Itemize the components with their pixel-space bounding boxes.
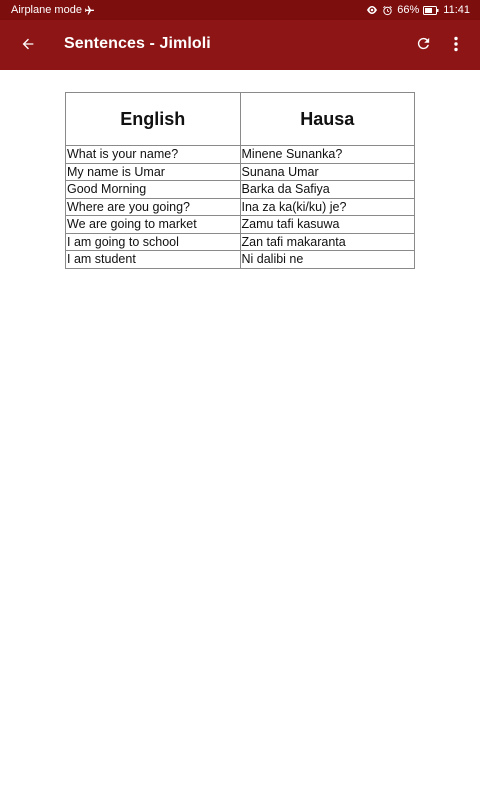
eye-icon bbox=[366, 5, 378, 15]
status-left bbox=[11, 4, 95, 16]
hausa-cell: Sunana Umar bbox=[240, 163, 415, 181]
column-header-hausa: Hausa bbox=[240, 93, 415, 146]
battery-icon bbox=[423, 6, 439, 15]
more-options-button[interactable] bbox=[442, 32, 470, 60]
english-cell: My name is Umar bbox=[66, 163, 241, 181]
page-title: Sentences - Jimloli bbox=[64, 35, 211, 52]
table-row bbox=[66, 198, 415, 216]
hausa-cell: Zamu tafi kasuwa bbox=[240, 216, 415, 234]
status-right bbox=[366, 4, 470, 16]
english-cell: I am student bbox=[66, 251, 241, 269]
hausa-cell: Ina za ka(ki/ku) je? bbox=[240, 198, 415, 216]
hausa-cell: Minene Sunanka? bbox=[240, 146, 415, 164]
english-cell: I am going to school bbox=[66, 233, 241, 251]
battery-percent: 66% bbox=[397, 4, 420, 16]
table-header-row bbox=[66, 93, 415, 146]
clock-time: 11:41 bbox=[443, 4, 470, 16]
column-header-english: English bbox=[66, 93, 241, 146]
table-row bbox=[66, 146, 415, 164]
alarm-icon bbox=[382, 5, 393, 16]
refresh-button[interactable] bbox=[409, 32, 437, 60]
table-row bbox=[66, 233, 415, 251]
english-cell: We are going to market bbox=[66, 216, 241, 234]
sentences-table bbox=[65, 92, 415, 269]
airplane-mode-label: Airplane mode bbox=[11, 4, 82, 16]
table-row bbox=[66, 251, 415, 269]
table-row bbox=[66, 163, 415, 181]
hausa-cell: Zan tafi makaranta bbox=[240, 233, 415, 251]
refresh-icon bbox=[415, 35, 432, 57]
english-cell: Good Morning bbox=[66, 181, 241, 199]
more-vert-icon bbox=[453, 36, 459, 57]
english-cell: What is your name? bbox=[66, 146, 241, 164]
content-area bbox=[0, 70, 480, 800]
table-row bbox=[66, 216, 415, 234]
app-bar bbox=[0, 20, 480, 70]
airplane-icon bbox=[84, 5, 95, 16]
table-row bbox=[66, 181, 415, 199]
hausa-cell: Ni dalibi ne bbox=[240, 251, 415, 269]
back-button[interactable] bbox=[14, 32, 42, 60]
back-arrow-icon bbox=[20, 36, 36, 57]
status-bar bbox=[0, 0, 480, 20]
hausa-cell: Barka da Safiya bbox=[240, 181, 415, 199]
english-cell: Where are you going? bbox=[66, 198, 241, 216]
